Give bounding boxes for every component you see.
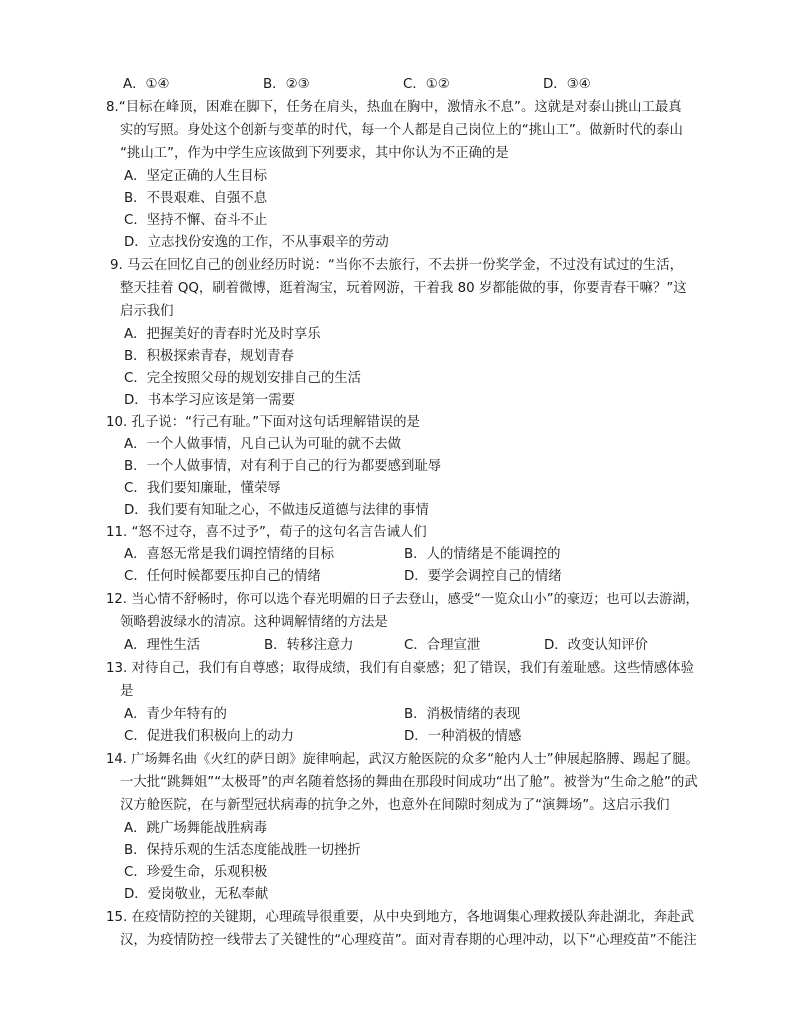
question-stem-line: 汉，为疫情防控一线带去了关键性的“心理疫苗”。面对青春期的心理冲动，以下“心理疫苗”不能注 [120,933,697,948]
question-stem-line: 9. 马云在回忆自己的创业经历时说：“当你不去旅行，不去拼一份奖学金，不过没有试过的生活， [110,258,683,273]
option-d: D．立志找份安逸的工作，不从事艰辛的劳动 [124,235,389,250]
option-b: B．消极情绪的表现 [404,707,521,722]
question-stem-line: 启示我们 [120,304,174,319]
question-stem-line: 13. 对待自己，我们有自尊感；取得成绩，我们有自豪感；犯了错误，我们有羞耻感。这些情感体验 [106,661,694,676]
option-d: D．一种消极的情感 [404,729,522,744]
question-stem-line: 实的写照。身处这个创新与变革的时代，每一个人都是自己岗位上的“挑山工”。做新时代的泰山 [120,123,683,138]
option-b: B．一个人做事情，对有利于自己的行为都要感到耻辱 [124,459,442,474]
option-d: D．改变认知评价 [544,638,649,653]
option-a: A．跳广场舞能战胜病毒 [124,821,268,836]
question-stem-line: 14. 广场舞名曲《火红的萨日朗》旋律响起，武汉方舱医院的众多“舱内人士”伸展起胳膊、踢起了腿。 [106,752,699,767]
option-c: C．合理宣泄 [404,638,481,653]
option-d: D．要学会调控自己的情绪 [404,569,562,584]
option-c: C．完全按照父母的规划安排自己的生活 [124,371,361,386]
option-a: A．坚定正确的人生目标 [124,169,268,184]
option-b: B．积极探索青春，规划青春 [124,349,294,364]
option-a: A．一个人做事情，凡自己认为可耻的就不去做 [124,437,401,452]
option-d: D．书本学习应该是第一需要 [124,393,295,408]
question-stem-line: 11. “怒不过夺，喜不过予”，荀子的这句名言告诫人们 [106,525,427,540]
option-b: B．保持乐观的生活态度能战胜一切挫折 [124,843,361,858]
option-c: C．珍爱生命，乐观积极 [124,865,268,880]
option-d: D．我们要有知耻之心，不做违反道德与法律的事情 [124,503,429,518]
option-d: D．③④ [543,77,591,92]
question-stem-line: “挑山工”，作为中学生应该做到下列要求，其中你认为不正确的是 [120,146,509,161]
question-stem-line: 15. 在疫情防控的关键期，心理疏导很重要，从中央到地方，各地调集心理救援队奔赴湖北，奔赴武 [106,910,694,925]
question-stem-line: 8.“目标在峰顶，困难在脚下，任务在肩头，热血在胸中，激情永不息”。这就是对泰山挑山工最真 [106,100,682,115]
option-c: C．任何时候都要压抑自己的情绪 [124,569,321,584]
option-a: A．喜怒无常是我们调控情绪的目标 [124,547,335,562]
question-stem-line: 汉方舱医院，在与新型冠状病毒的抗争之外，也意外在间隙时刻成为了“演舞场”。这启示我们 [120,798,670,813]
question-stem-line: 领略碧波绿水的清凉。这种调解情绪的方法是 [120,615,388,630]
option-c: C．促进我们积极向上的动力 [124,729,295,744]
option-b: B．人的情绪是不能调控的 [404,547,561,562]
question-stem-line: 是 [120,684,134,699]
option-b: B．转移注意力 [264,638,354,653]
option-a: A．①④ [123,77,170,92]
option-c: C．坚持不懈、奋斗不止 [124,213,268,228]
option-c: C．①② [403,77,450,92]
option-a: A．把握美好的青春时光及时享乐 [124,327,321,342]
option-a: A．青少年特有的 [124,707,227,722]
option-b: B．不畏艰难、自强不息 [124,191,268,206]
option-b: B．②③ [263,77,310,92]
option-c: C．我们要知廉耻，懂荣辱 [124,481,281,496]
option-d: D．爱岗敬业，无私奉献 [124,887,269,902]
question-stem-line: 整天挂着 QQ，刷着微博，逛着淘宝，玩着网游，干着我 80 岁都能做的事，你要青春干嘛？”这 [120,281,687,296]
question-stem-line: 10. 孔子说：“行己有耻。”下面对这句话理解错误的是 [106,415,420,430]
question-stem-line: 一大批“跳舞姐”“太极哥”的声名随着悠扬的舞曲在那段时间成功“出了舱”。被誉为“生命之舱”的武 [120,775,698,790]
question-stem-line: 12. 当心情不舒畅时，你可以选个春光明媚的日子去登山，感受“一览众山小”的豪迈；也可以去游湖， [106,592,699,607]
option-a: A．理性生活 [124,638,201,653]
